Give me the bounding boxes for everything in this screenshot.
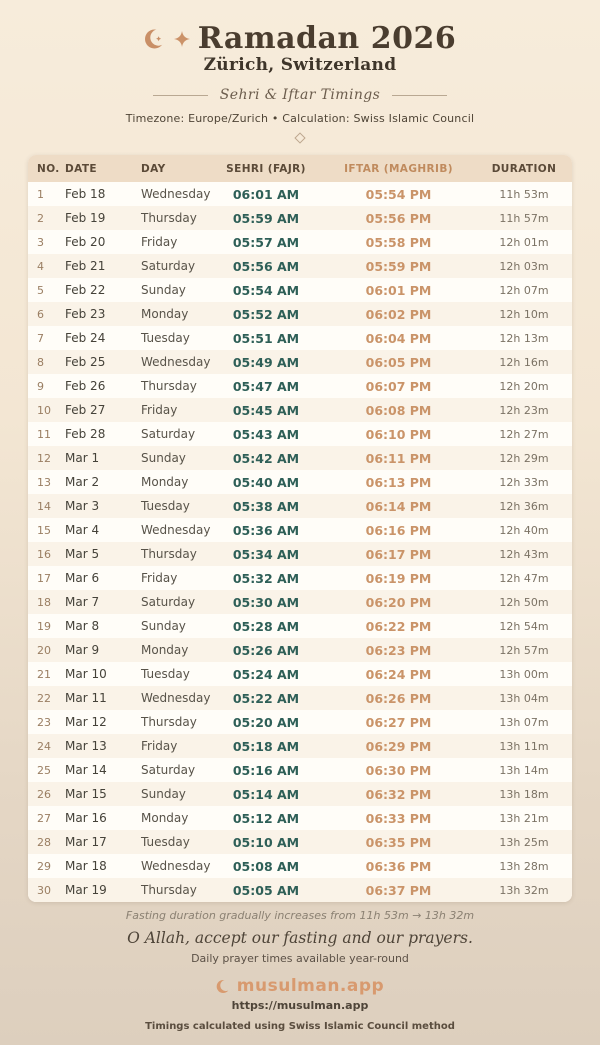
cell-iftar-time: 06:14 PM (365, 498, 432, 514)
table-row (28, 566, 572, 590)
table-row (28, 230, 572, 254)
cell-day: Wednesday (141, 187, 211, 201)
cell-no: 22 (37, 691, 51, 705)
cell-date: Feb 25 (65, 355, 106, 369)
cell-no: 26 (37, 787, 51, 801)
cell-iftar-time: 06:04 PM (365, 330, 432, 346)
cell-no: 25 (37, 763, 51, 777)
cell-day: Friday (141, 571, 178, 585)
cell-iftar-time: 06:37 PM (365, 882, 432, 898)
cell-duration: 13h 11m (499, 739, 549, 753)
cell-date: Feb 24 (65, 331, 106, 345)
table-row (28, 470, 572, 494)
cell-sehri-time: 05:26 AM (232, 642, 300, 658)
cell-iftar-time: 05:59 PM (365, 258, 432, 274)
cell-date: Mar 6 (65, 571, 100, 585)
table-row (28, 734, 572, 758)
table-row (28, 758, 572, 782)
timings-table-card (28, 155, 572, 902)
table-row (28, 662, 572, 686)
cell-iftar-time: 06:02 PM (365, 306, 432, 322)
header (0, 0, 600, 142)
cell-sehri-time: 05:34 AM (232, 546, 300, 562)
cell-no: 19 (37, 619, 51, 633)
cell-day: Friday (141, 403, 178, 417)
calculation-method-text: Timings calculated using Swiss Islamic Council method (145, 1021, 455, 1032)
cell-sehri-time: 05:51 AM (232, 330, 300, 346)
cell-day: Wednesday (141, 691, 211, 705)
section-subtitle: Sehri & Iftar Timings (219, 87, 381, 103)
cell-sehri-time: 05:16 AM (232, 762, 300, 778)
cell-iftar-time: 06:26 PM (365, 690, 432, 706)
cell-date: Mar 16 (65, 811, 107, 825)
cell-no: 30 (37, 883, 51, 897)
cell-sehri-time: 05:30 AM (232, 594, 300, 610)
cell-date: Feb 21 (65, 259, 106, 273)
cell-date: Feb 20 (65, 235, 106, 249)
cell-duration: 13h 28m (499, 859, 549, 873)
cell-sehri-time: 05:14 AM (232, 786, 300, 802)
table-row (28, 302, 572, 326)
table-row (28, 518, 572, 542)
cell-day: Thursday (141, 715, 197, 729)
fasting-duration-note: Fasting duration gradually increases from 11h 53m → 13h 32m (125, 909, 475, 922)
cell-day: Thursday (141, 547, 197, 561)
cell-date: Feb 22 (65, 283, 106, 297)
cell-sehri-time: 05:54 AM (232, 282, 300, 298)
sparkle-icon (174, 31, 190, 47)
cell-iftar-time: 06:29 PM (365, 738, 432, 754)
cell-iftar-time: 06:20 PM (365, 594, 432, 610)
cell-duration: 12h 54m (499, 619, 549, 633)
cell-no: 15 (37, 523, 51, 537)
cell-iftar-time: 05:58 PM (365, 234, 432, 250)
cell-no: 3 (37, 235, 44, 249)
cell-no: 21 (37, 667, 51, 681)
table-row (28, 878, 572, 902)
cell-iftar-time: 06:08 PM (365, 402, 432, 418)
cell-day: Sunday (141, 787, 186, 801)
cell-iftar-time: 06:36 PM (365, 858, 432, 874)
diamond-icon (294, 132, 305, 143)
cell-day: Sunday (141, 451, 186, 465)
cell-duration: 12h 13m (499, 331, 549, 345)
cell-date: Feb 26 (65, 379, 106, 393)
table-body (28, 182, 572, 902)
cell-date: Mar 13 (65, 739, 107, 753)
col-header-day: DAY (141, 162, 166, 175)
cell-no: 11 (37, 427, 51, 441)
cell-iftar-time: 06:23 PM (365, 642, 432, 658)
cell-duration: 12h 20m (499, 379, 549, 393)
cell-duration: 12h 23m (499, 403, 549, 417)
dua-text: O Allah, accept our fasting and our prayers. (127, 929, 473, 947)
table-row (28, 374, 572, 398)
table-row (28, 182, 572, 206)
footer (0, 909, 600, 1032)
cell-sehri-time: 05:43 AM (232, 426, 300, 442)
cell-iftar-time: 06:24 PM (365, 666, 432, 682)
cell-day: Friday (141, 235, 178, 249)
cell-duration: 13h 21m (499, 811, 549, 825)
table-row (28, 638, 572, 662)
table-row (28, 806, 572, 830)
table-row (28, 614, 572, 638)
cell-date: Mar 2 (65, 475, 100, 489)
table-row (28, 206, 572, 230)
table-row (28, 542, 572, 566)
cell-date: Mar 5 (65, 547, 100, 561)
cell-iftar-time: 06:22 PM (365, 618, 432, 634)
cell-date: Mar 8 (65, 619, 100, 633)
cell-duration: 12h 16m (499, 355, 549, 369)
cell-day: Friday (141, 739, 178, 753)
cell-duration: 12h 27m (499, 427, 549, 441)
table-row (28, 350, 572, 374)
col-header-iftar: IFTAR (MAGHRIB) (344, 162, 453, 175)
cell-sehri-time: 05:28 AM (232, 618, 300, 634)
cell-no: 20 (37, 643, 51, 657)
cell-sehri-time: 05:52 AM (232, 306, 300, 322)
col-header-date: DATE (65, 162, 97, 175)
cell-duration: 12h 03m (499, 259, 549, 273)
cell-date: Feb 23 (65, 307, 106, 321)
cell-day: Thursday (141, 211, 197, 225)
cell-duration: 12h 10m (499, 307, 549, 321)
cell-date: Mar 17 (65, 835, 107, 849)
cell-no: 23 (37, 715, 51, 729)
cell-date: Mar 14 (65, 763, 107, 777)
cell-date: Feb 18 (65, 187, 106, 201)
cell-duration: 12h 57m (499, 643, 549, 657)
cell-duration: 13h 25m (499, 835, 549, 849)
cell-sehri-time: 05:18 AM (232, 738, 300, 754)
cell-iftar-time: 06:01 PM (365, 282, 432, 298)
cell-no: 6 (37, 307, 44, 321)
cell-no: 2 (37, 211, 44, 225)
cell-iftar-time: 06:16 PM (365, 522, 432, 538)
cell-day: Tuesday (141, 667, 190, 681)
cell-duration: 12h 01m (499, 235, 549, 249)
cell-day: Monday (141, 475, 189, 489)
cell-no: 27 (37, 811, 51, 825)
cell-no: 17 (37, 571, 51, 585)
cell-date: Mar 9 (65, 643, 100, 657)
cell-date: Mar 12 (65, 715, 107, 729)
table-row (28, 590, 572, 614)
cell-sehri-time: 05:47 AM (232, 378, 300, 394)
cell-sehri-time: 05:05 AM (232, 882, 300, 898)
cell-sehri-time: 05:24 AM (232, 666, 300, 682)
cell-sehri-time: 05:49 AM (232, 354, 300, 370)
cell-sehri-time: 05:10 AM (232, 834, 300, 850)
table-row (28, 494, 572, 518)
cell-iftar-time: 06:19 PM (365, 570, 432, 586)
divider-line-left (153, 95, 208, 96)
cell-sehri-time: 05:20 AM (232, 714, 300, 730)
brand-url[interactable]: https://musulman.app (231, 999, 369, 1012)
cell-sehri-time: 05:40 AM (232, 474, 300, 490)
cell-duration: 11h 53m (499, 187, 549, 201)
cell-sehri-time: 05:32 AM (232, 570, 300, 586)
cell-iftar-time: 05:56 PM (365, 210, 432, 226)
cell-sehri-time: 05:22 AM (232, 690, 300, 706)
cell-iftar-time: 06:32 PM (365, 786, 432, 802)
table-row (28, 398, 572, 422)
location-subtitle: Zürich, Switzerland (203, 55, 397, 75)
cell-day: Saturday (141, 595, 196, 609)
cell-no: 24 (37, 739, 51, 753)
cell-date: Mar 19 (65, 883, 107, 897)
cell-day: Saturday (141, 427, 196, 441)
page-title: Ramadan 2026 (197, 21, 457, 56)
cell-no: 9 (37, 379, 44, 393)
cell-day: Tuesday (141, 331, 190, 345)
cell-day: Sunday (141, 283, 186, 297)
cell-sehri-time: 05:45 AM (232, 402, 300, 418)
cell-iftar-time: 06:35 PM (365, 834, 432, 850)
cell-sehri-time: 05:12 AM (232, 810, 300, 826)
cell-day: Thursday (141, 883, 197, 897)
table-row (28, 854, 572, 878)
cell-sehri-time: 06:01 AM (232, 186, 300, 202)
cell-date: Feb 19 (65, 211, 106, 225)
cell-day: Tuesday (141, 499, 190, 513)
cell-iftar-time: 06:05 PM (365, 354, 432, 370)
cell-no: 13 (37, 475, 51, 489)
cell-day: Saturday (141, 763, 196, 777)
col-header-no: NO. (37, 162, 60, 175)
cell-date: Feb 27 (65, 403, 106, 417)
cell-sehri-time: 05:36 AM (232, 522, 300, 538)
table-row (28, 710, 572, 734)
section-divider (0, 87, 600, 103)
cell-no: 12 (37, 451, 51, 465)
cell-no: 1 (37, 187, 44, 201)
cell-iftar-time: 06:30 PM (365, 762, 432, 778)
cell-sehri-time: 05:56 AM (232, 258, 300, 274)
cell-day: Thursday (141, 379, 197, 393)
cell-sehri-time: 05:38 AM (232, 498, 300, 514)
table-row (28, 686, 572, 710)
cell-date: Mar 18 (65, 859, 107, 873)
cell-sehri-time: 05:57 AM (232, 234, 300, 250)
cell-duration: 13h 32m (499, 883, 549, 897)
cell-date: Mar 15 (65, 787, 107, 801)
table-row (28, 326, 572, 350)
cell-date: Feb 28 (65, 427, 106, 441)
timezone-calculation-line: Timezone: Europe/Zurich • Calculation: Swiss Islamic Council (125, 112, 475, 125)
divider-line-right (392, 95, 447, 96)
cell-no: 28 (37, 835, 51, 849)
table-row (28, 782, 572, 806)
cell-sehri-time: 05:42 AM (232, 450, 300, 466)
cell-date: Mar 7 (65, 595, 100, 609)
cell-sehri-time: 05:08 AM (232, 858, 300, 874)
availability-text: Daily prayer times available year-round (191, 952, 409, 965)
cell-iftar-time: 05:54 PM (365, 186, 432, 202)
cell-day: Wednesday (141, 355, 211, 369)
cell-duration: 12h 43m (499, 547, 549, 561)
cell-duration: 13h 00m (499, 667, 549, 681)
cell-no: 10 (37, 403, 51, 417)
cell-day: Saturday (141, 259, 196, 273)
cell-no: 5 (37, 283, 44, 297)
cell-sehri-time: 05:59 AM (232, 210, 300, 226)
col-header-duration: DURATION (491, 162, 557, 175)
cell-duration: 12h 50m (499, 595, 549, 609)
brand-link[interactable] (0, 976, 600, 996)
cell-date: Mar 3 (65, 499, 100, 513)
cell-iftar-time: 06:11 PM (365, 450, 432, 466)
cell-duration: 13h 04m (499, 691, 549, 705)
cell-date: Mar 10 (65, 667, 107, 681)
cell-iftar-time: 06:33 PM (365, 810, 432, 826)
cell-iftar-time: 06:10 PM (365, 426, 432, 442)
cell-no: 8 (37, 355, 44, 369)
brand-name[interactable]: musulman.app (236, 976, 385, 996)
cell-day: Wednesday (141, 859, 211, 873)
col-header-sehri: SEHRI (FAJR) (226, 162, 306, 175)
cell-day: Tuesday (141, 835, 190, 849)
table-row (28, 278, 572, 302)
cell-no: 7 (37, 331, 44, 345)
cell-date: Mar 1 (65, 451, 100, 465)
cell-day: Monday (141, 811, 189, 825)
cell-duration: 12h 07m (499, 283, 549, 297)
cell-duration: 12h 47m (499, 571, 549, 585)
cell-duration: 13h 14m (499, 763, 549, 777)
cell-date: Mar 4 (65, 523, 100, 537)
cell-duration: 12h 29m (499, 451, 549, 465)
cell-no: 29 (37, 859, 51, 873)
table-header-row (28, 155, 572, 182)
cell-no: 4 (37, 259, 44, 273)
cell-iftar-time: 06:13 PM (365, 474, 432, 490)
cell-duration: 13h 18m (499, 787, 549, 801)
crescent-moon-icon (144, 28, 166, 50)
table-row (28, 254, 572, 278)
cell-day: Wednesday (141, 523, 211, 537)
crescent-moon-icon-small (216, 979, 231, 994)
cell-duration: 11h 57m (499, 211, 549, 225)
table-row (28, 422, 572, 446)
cell-day: Monday (141, 307, 189, 321)
cell-iftar-time: 06:17 PM (365, 546, 432, 562)
cell-duration: 12h 40m (499, 523, 549, 537)
title-row (0, 21, 600, 56)
cell-duration: 12h 33m (499, 475, 549, 489)
cell-day: Sunday (141, 619, 186, 633)
cell-no: 18 (37, 595, 51, 609)
cell-duration: 13h 07m (499, 715, 549, 729)
cell-day: Monday (141, 643, 189, 657)
cell-date: Mar 11 (65, 691, 107, 705)
cell-duration: 12h 36m (499, 499, 549, 513)
cell-iftar-time: 06:27 PM (365, 714, 432, 730)
diamond-ornament (0, 134, 600, 142)
cell-no: 16 (37, 547, 51, 561)
table-row (28, 446, 572, 470)
cell-no: 14 (37, 499, 51, 513)
cell-iftar-time: 06:07 PM (365, 378, 432, 394)
table-row (28, 830, 572, 854)
